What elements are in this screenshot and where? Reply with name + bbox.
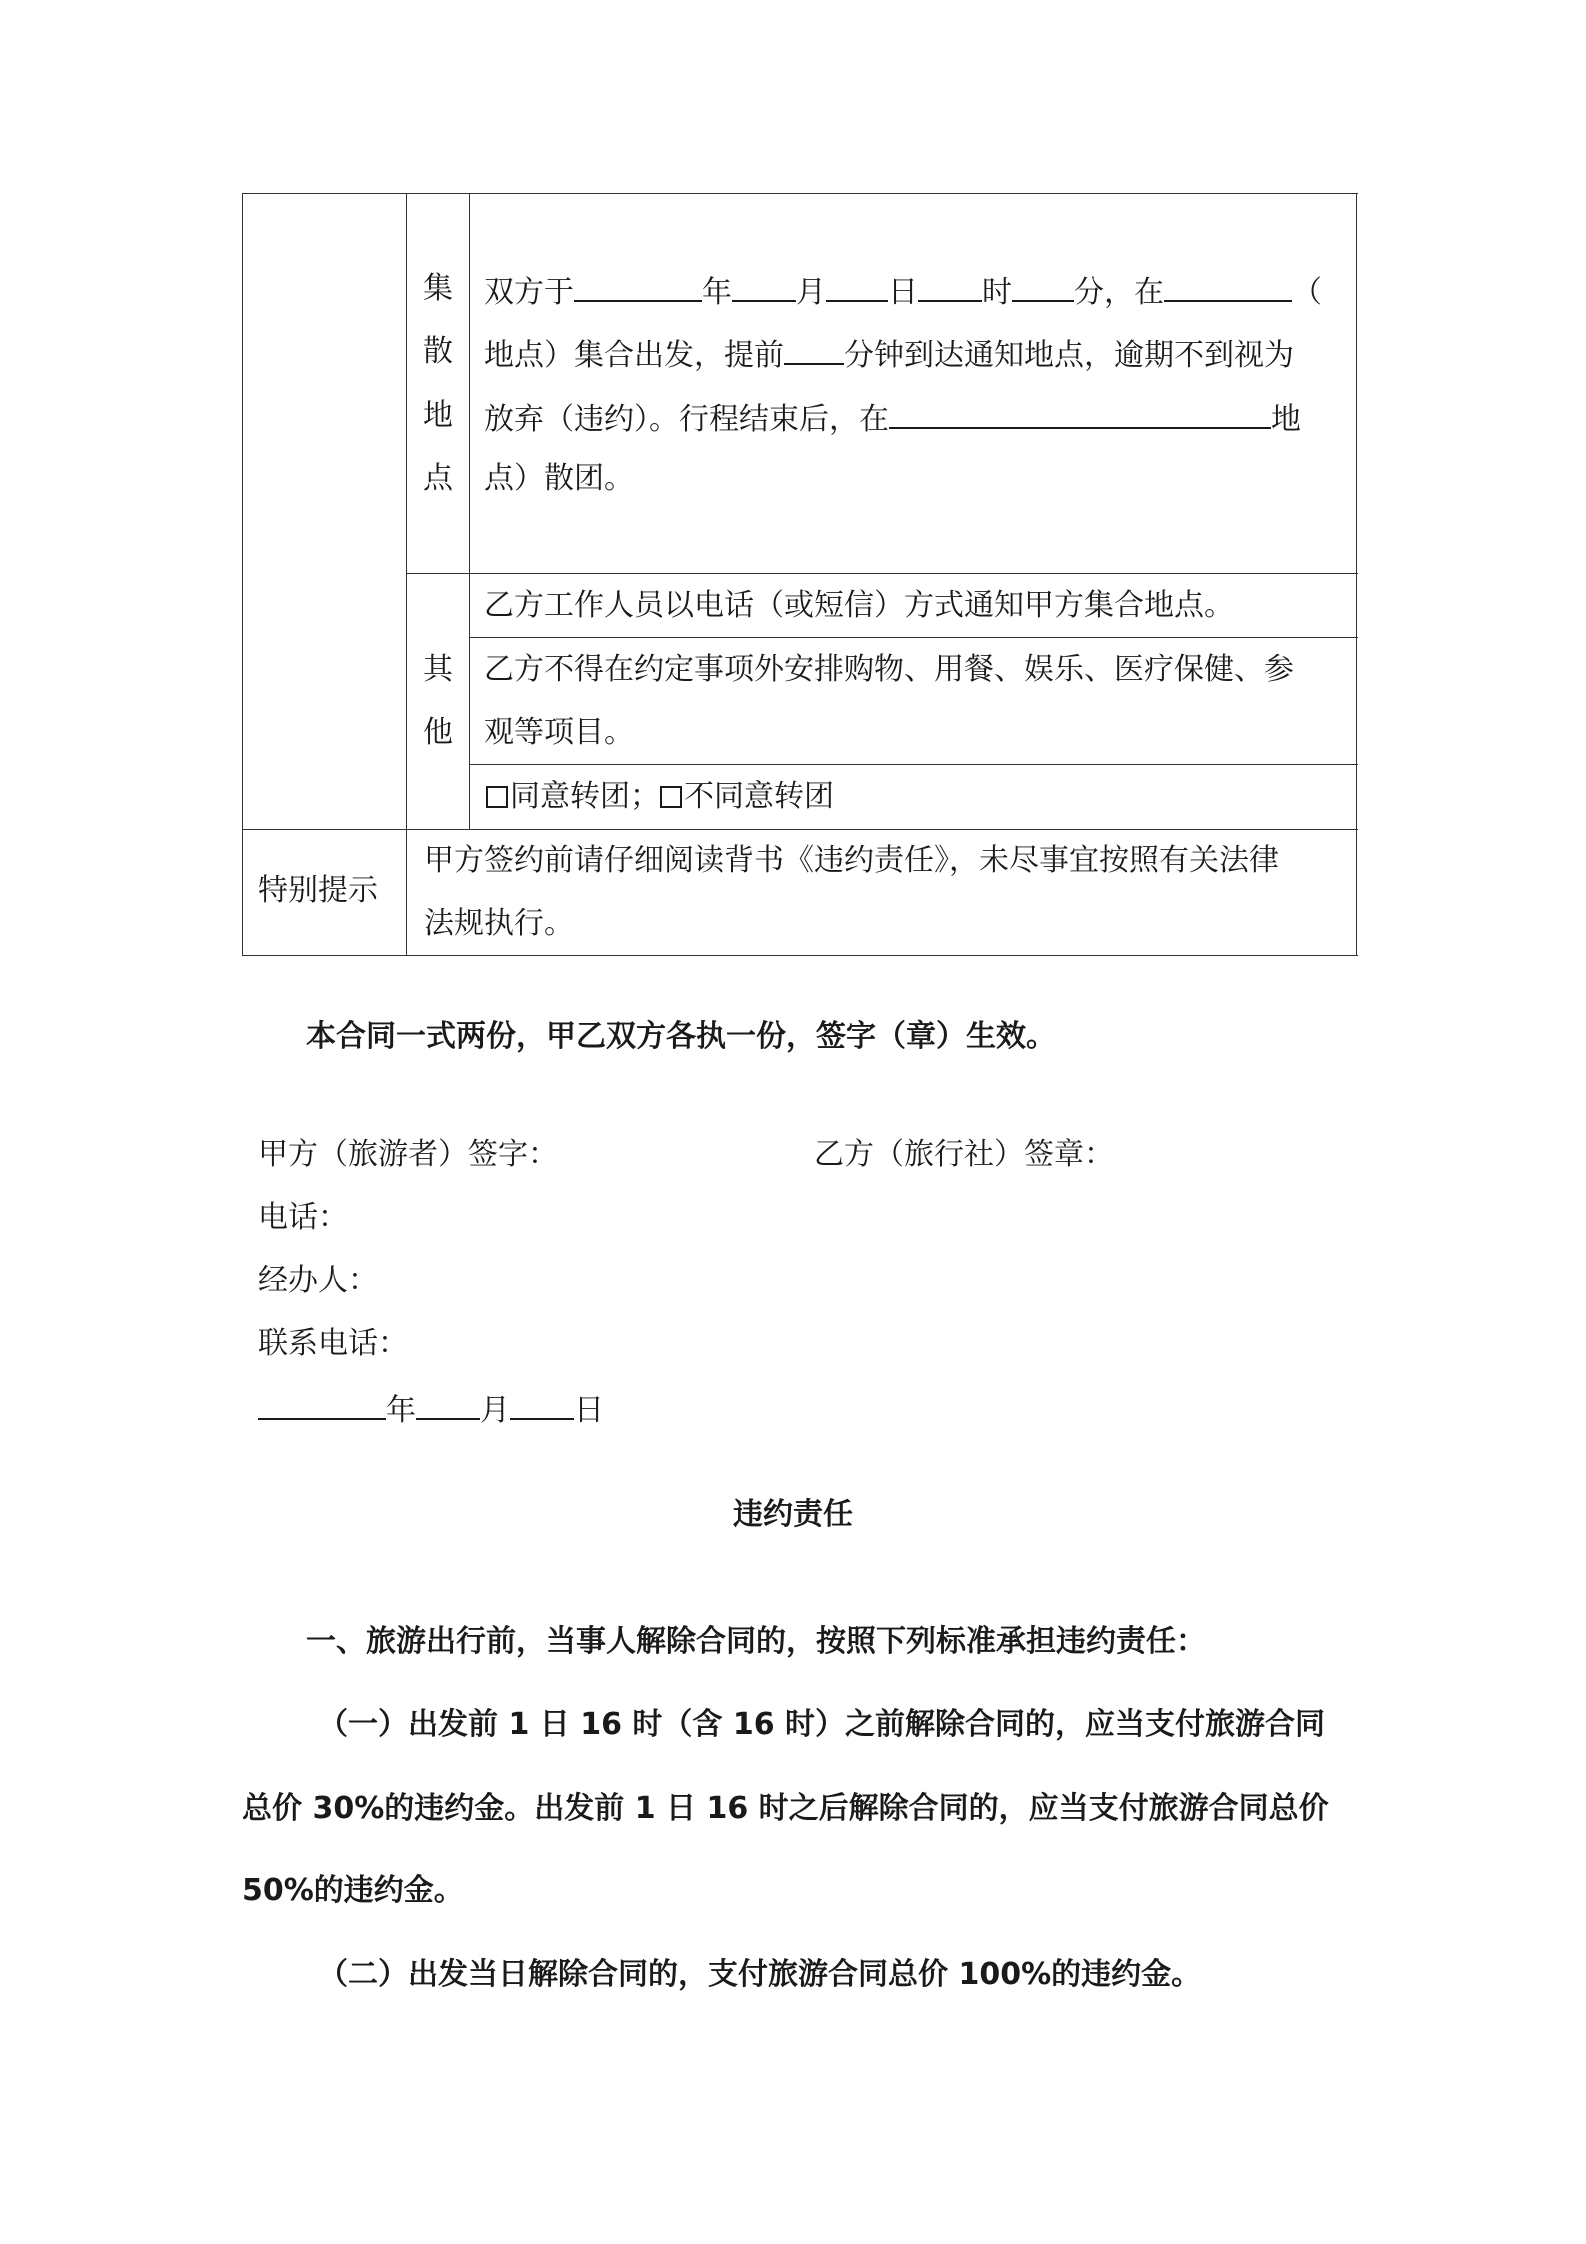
assembly-label-char: 集 (423, 271, 453, 306)
day-blank (826, 274, 888, 302)
assembly-line-3 (484, 401, 1301, 435)
table-divider-other (406, 573, 1358, 574)
table-divider-other-row1 (469, 637, 1358, 638)
minutes-blank (784, 337, 844, 365)
liability-section-1: 一、旅游出行前，当事人解除合同的，按照下列标准承担违约责任： (306, 1624, 1206, 1659)
place-blank (1164, 274, 1292, 302)
other-label-char: 其 (423, 652, 453, 687)
other-shopping-text: 乙方不得在约定事项外安排购物、用餐、娱乐、医疗保健、参 (484, 652, 1294, 687)
sign-year-blank (258, 1392, 386, 1420)
assembly-text: 放弃（违约）。行程结束后，在 (484, 402, 889, 437)
date-year-label: 年 (386, 1393, 416, 1428)
assembly-line-1 (484, 274, 1322, 308)
table-divider-special (242, 829, 1358, 830)
minute-blank (1012, 274, 1074, 302)
other-shopping-text: 观等项目。 (484, 715, 634, 750)
assembly-label-char: 点 (423, 461, 453, 496)
contract-note: 本合同一式两份，甲乙双方各执一份，签字（章）生效。 (306, 1019, 1056, 1054)
table-border-top (242, 193, 1358, 194)
assembly-line-4: 点）散团。 (484, 461, 634, 496)
date-day-label: 日 (574, 1393, 604, 1428)
table-border-right (1356, 193, 1357, 955)
phone-label: 电话： (258, 1200, 348, 1235)
dismiss-place-blank (889, 401, 1271, 429)
signature-date (258, 1392, 604, 1426)
date-month-label: 月 (480, 1393, 510, 1428)
assembly-text: 时 (982, 275, 1012, 310)
assembly-text: 月 (796, 275, 826, 310)
assembly-text: 分，在 (1074, 275, 1164, 310)
liability-item-1: 总价 30%的违约金。出发前 1 日 16 时之后解除合同的，应当支付旅游合同总价 (242, 1791, 1329, 1826)
transfer-options (486, 779, 834, 814)
table-col-divider-2 (469, 193, 470, 829)
disagree-transfer-label: 不同意转团 (684, 779, 834, 814)
month-blank (732, 274, 796, 302)
assembly-label-char: 地 (423, 398, 453, 433)
party-b-signature: 乙方（旅行社）签章： (814, 1137, 1114, 1172)
hour-blank (918, 274, 982, 302)
assembly-text: 地 (1271, 402, 1301, 437)
sign-day-blank (510, 1392, 574, 1420)
liability-item-2: （二）出发当日解除合同的，支付旅游合同总价 100%的违约金。 (318, 1957, 1202, 1992)
agree-transfer-checkbox[interactable] (486, 786, 508, 808)
other-notice-text: 乙方工作人员以电话（或短信）方式通知甲方集合地点。 (484, 588, 1234, 623)
assembly-text: 双方于 (484, 275, 574, 310)
assembly-line-2 (484, 337, 1294, 371)
year-blank (574, 274, 702, 302)
other-label-char: 他 (423, 715, 453, 750)
liability-title: 违约责任 (733, 1497, 853, 1532)
table-border-bottom (242, 955, 1358, 956)
table-col-divider-1 (406, 193, 407, 955)
special-label: 特别提示 (258, 873, 378, 908)
special-text: 法规执行。 (424, 906, 574, 941)
assembly-text: 日 (888, 275, 918, 310)
liability-item-1: （一）出发前 1 日 16 时（含 16 时）之前解除合同的，应当支付旅游合同 (318, 1707, 1326, 1742)
table-border-left (242, 193, 243, 955)
assembly-text: （ (1292, 275, 1322, 310)
assembly-text: 年 (702, 275, 732, 310)
party-a-signature: 甲方（旅游者）签字： (258, 1137, 558, 1172)
contact-phone-label: 联系电话： (258, 1326, 408, 1361)
assembly-text: 分钟到达通知地点，逾期不到视为 (844, 338, 1294, 373)
assembly-text: 地点）集合出发，提前 (484, 338, 784, 373)
agree-transfer-label: 同意转团； (510, 779, 660, 814)
handler-label: 经办人： (258, 1263, 378, 1298)
liability-item-1: 50%的违约金。 (242, 1873, 464, 1908)
sign-month-blank (416, 1392, 480, 1420)
table-divider-other-row2 (469, 764, 1358, 765)
disagree-transfer-checkbox[interactable] (660, 786, 682, 808)
assembly-label-char: 散 (423, 334, 453, 369)
special-text: 甲方签约前请仔细阅读背书《违约责任》，未尽事宜按照有关法律 (424, 843, 1279, 878)
